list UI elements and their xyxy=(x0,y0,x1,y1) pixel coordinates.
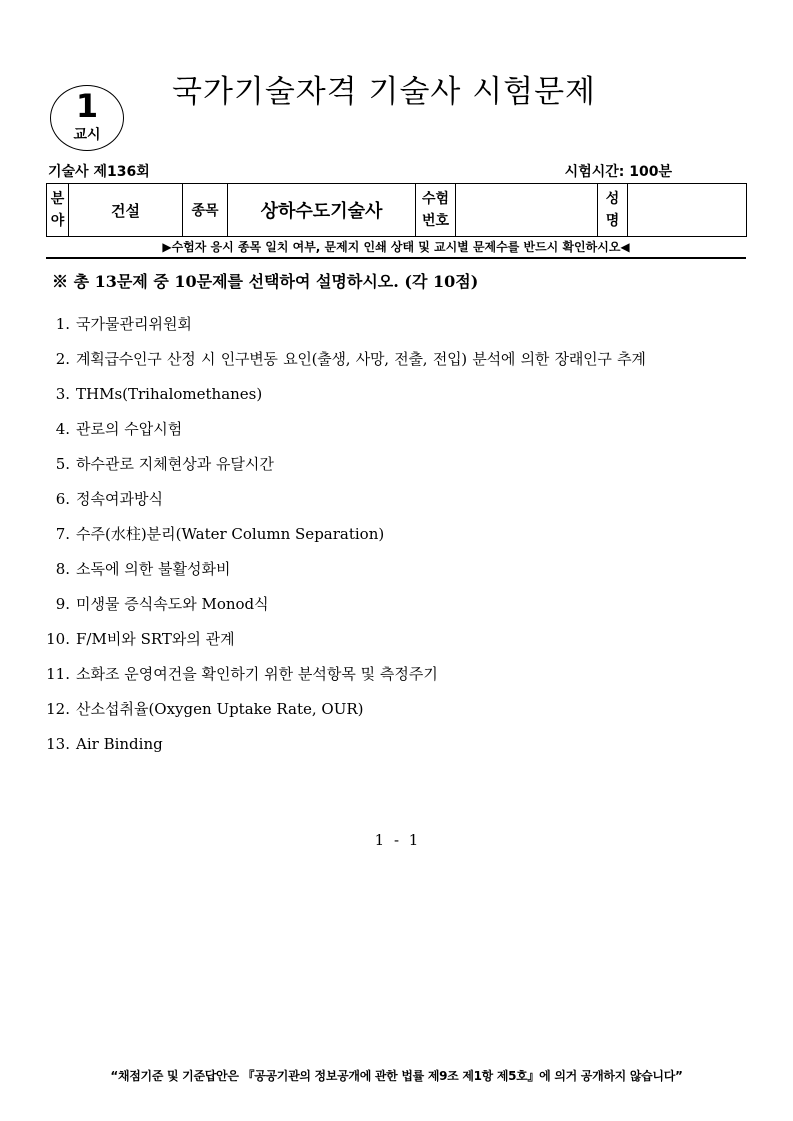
exam-duration: 시험시간: 100분 xyxy=(564,164,672,180)
question-item xyxy=(0,380,793,415)
exam-number-field[interactable] xyxy=(456,184,598,237)
question-text: 국가물관리위원회 xyxy=(76,315,192,333)
question-number: 10. xyxy=(46,630,70,648)
question-text: 정속여과방식 xyxy=(76,490,163,508)
question-item xyxy=(0,555,793,590)
question-text: 수주(水柱)분리(Water Column Separation) xyxy=(76,525,385,543)
question-number: 7. xyxy=(55,525,70,543)
question-item xyxy=(0,520,793,555)
subject-value: 상하수도기술사 xyxy=(228,184,416,237)
name-label: 성 명 xyxy=(598,184,628,237)
name-field[interactable] xyxy=(628,184,747,237)
question-text: 미생물 증식속도와 Monod식 xyxy=(76,595,269,613)
question-item xyxy=(0,345,793,380)
page-number: 1 - 1 xyxy=(374,831,419,849)
session-label: 교시 xyxy=(73,127,101,143)
question-number: 2. xyxy=(55,350,70,368)
question-text: 관로의 수압시험 xyxy=(76,420,183,438)
question-text: 소독에 의한 불활성화비 xyxy=(76,560,231,578)
question-item xyxy=(0,590,793,625)
question-number: 6. xyxy=(55,490,70,508)
session-number: 1 xyxy=(75,87,99,125)
footer-notice: “채점기준 및 기준답안은 『공공기관의 정보공개에 관한 법률 제9조 제1항 제5호』에 의거 공개하지 않습니다” xyxy=(110,1069,683,1083)
field-value: 건설 xyxy=(69,184,183,237)
question-item xyxy=(0,415,793,450)
instruction-text: ※ 총 13문제 중 10문제를 선택하여 설명하시오. (각 10점) xyxy=(52,272,479,291)
exam-number-label: 수험 번호 xyxy=(416,184,456,237)
question-text: F/M비와 SRT와의 관계 xyxy=(76,630,235,648)
question-number: 13. xyxy=(46,735,70,753)
question-text: 소화조 운영여건을 확인하기 위한 분석항목 및 측정주기 xyxy=(76,665,438,683)
question-number: 1. xyxy=(55,315,70,333)
question-list xyxy=(0,310,793,765)
question-number: 9. xyxy=(55,595,70,613)
question-number: 4. xyxy=(55,420,70,438)
subject-label: 종목 xyxy=(183,184,228,237)
question-item xyxy=(0,625,793,660)
exam-info-table xyxy=(46,183,747,237)
notice-banner: ▶수험자 응시 종목 일치 여부, 문제지 인쇄 상태 및 교시별 문제수를 반드시 확인하시오◀ xyxy=(46,237,746,259)
question-item xyxy=(0,310,793,345)
question-text: THMs(Trihalomethanes) xyxy=(76,385,263,403)
question-text: 산소섭취율(Oxygen Uptake Rate, OUR) xyxy=(76,700,364,718)
question-item xyxy=(0,660,793,695)
exam-title: 국가기술자격 기술사 시험문제 xyxy=(172,74,597,110)
exam-round: 기술사 제136회 xyxy=(48,164,150,180)
session-badge xyxy=(50,85,124,151)
question-item xyxy=(0,695,793,730)
question-number: 11. xyxy=(46,665,70,683)
question-number: 3. xyxy=(55,385,70,403)
question-text: Air Binding xyxy=(76,735,163,753)
field-label: 분 야 xyxy=(47,184,69,237)
question-item xyxy=(0,450,793,485)
question-number: 5. xyxy=(55,455,70,473)
question-number: 8. xyxy=(55,560,70,578)
question-text: 계획급수인구 산정 시 인구변동 요인(출생, 사망, 전출, 전입) 분석에 의한 장래인구 추계 xyxy=(76,350,646,368)
question-item xyxy=(0,485,793,520)
question-number: 12. xyxy=(46,700,70,718)
question-item xyxy=(0,730,793,765)
question-text: 하수관로 지체현상과 유달시간 xyxy=(76,455,274,473)
